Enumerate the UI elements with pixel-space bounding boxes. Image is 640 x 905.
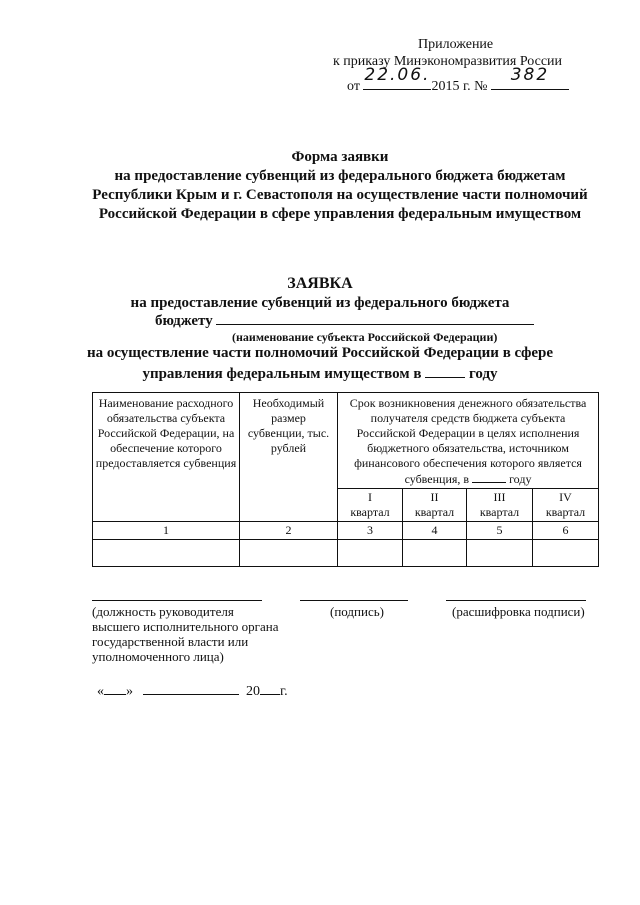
subject-name-field[interactable] [216, 310, 534, 325]
col-number-5: 5 [467, 522, 533, 540]
quarter-numeral: II [430, 490, 439, 504]
order-number-handwritten: 382 [510, 65, 550, 85]
century-text: 20 [246, 684, 260, 699]
table-data-row [93, 540, 599, 567]
data-cell-4[interactable] [403, 540, 467, 567]
header-subvention-amount: Необходимый размер субвенции, тыс. рублей [240, 393, 338, 522]
header-quarter-4 [533, 489, 599, 522]
date-prefix: от [347, 79, 360, 94]
header-quarter-3 [467, 489, 533, 522]
header-quarter-1 [338, 489, 403, 522]
date-open-quote: « [97, 684, 104, 699]
position-signature-line[interactable] [92, 600, 262, 601]
data-cell-5[interactable] [467, 540, 533, 567]
header-year-field[interactable] [472, 471, 506, 483]
col-number-2: 2 [240, 522, 338, 540]
table-number-row [93, 522, 599, 540]
data-cell-3[interactable] [338, 540, 403, 567]
zayavka-line-5 [0, 363, 640, 383]
form-title-line-1: Форма заявки [291, 149, 389, 165]
zayavka-line-4: на осуществление части полномочий Российской Федерации в сфере [86, 345, 554, 361]
order-year-text: 2015 г. № [431, 79, 488, 94]
data-cell-6[interactable] [533, 540, 599, 567]
col-number-1: 1 [93, 522, 240, 540]
form-title-line-3: Республики Крым и г. Севастополя на осуществление части полномочий [92, 187, 588, 203]
decoding-caption: (расшифровка подписи) [452, 604, 585, 619]
budget-prefix: бюджету [155, 313, 213, 329]
application-table [92, 392, 599, 567]
zayavka-line-5-prefix: управления федеральным имуществом в [142, 366, 422, 382]
data-cell-1[interactable] [93, 540, 240, 567]
zayavka-title: ЗАЯВКА [287, 275, 353, 292]
order-date-handwritten: 22.06. [364, 65, 431, 85]
quarter-label: квартал [414, 505, 455, 519]
year-short-field[interactable] [260, 680, 280, 695]
zayavka-line-5-suffix: году [468, 366, 498, 382]
header-obligation-term [338, 393, 599, 489]
date-close-quote: » [126, 684, 133, 699]
day-field[interactable] [104, 680, 126, 695]
header-obligation-name: Наименование расходного обязательства субъекта Российской Федерации, на обеспечение которого предоставляется субвенция [93, 393, 240, 522]
signature-line[interactable] [300, 600, 408, 601]
position-caption: (должность руководителя высшего исполнительного органа государственной власти или уполномоченного лица) [92, 604, 279, 664]
header-quarter-2 [403, 489, 467, 522]
header-obligation-term-suffix: году [509, 472, 532, 486]
appendix-date-number [347, 65, 569, 95]
quarter-numeral: IV [559, 490, 572, 504]
date-line [97, 680, 288, 700]
signature-caption: (подпись) [330, 604, 384, 619]
data-cell-2[interactable] [240, 540, 338, 567]
col-number-6: 6 [533, 522, 599, 540]
col-number-3: 3 [338, 522, 403, 540]
decoding-signature-line[interactable] [446, 600, 586, 601]
form-title-line-2: на предоставление субвенций из федерального бюджета бюджетам [114, 168, 566, 184]
quarter-label: квартал [545, 505, 586, 519]
table-header-row [93, 393, 599, 489]
quarter-label: квартал [479, 505, 520, 519]
month-field[interactable] [143, 680, 239, 695]
col-number-4: 4 [403, 522, 467, 540]
year-field[interactable] [425, 363, 465, 378]
order-number-field [491, 65, 569, 90]
order-date-field [363, 65, 431, 90]
header-obligation-term-text: Срок возникновения денежного обязательства получателя средств бюджета субъекта Российской Федерации в целях исполнения бюджетного обязательства, источником финансового обеспечения которого является субвенция, в [349, 396, 587, 486]
quarter-numeral: I [368, 490, 372, 504]
quarter-numeral: III [493, 490, 506, 504]
form-title-line-4: Российской Федерации в сфере управления федеральным имуществом [98, 206, 582, 222]
zayavka-subtitle: на предоставление субвенций из федерального бюджета [130, 295, 510, 311]
appendix-label: Приложение [418, 37, 494, 52]
subject-name-caption: (наименование субъекта Российской Федерации) [232, 330, 498, 344]
form-title [40, 148, 640, 224]
year-suffix: г. [280, 684, 288, 699]
quarter-label: квартал [350, 505, 390, 519]
zayavka-budget-line [155, 310, 534, 330]
appendix-order-reference: к приказу Минэкономразвития России [333, 54, 563, 69]
